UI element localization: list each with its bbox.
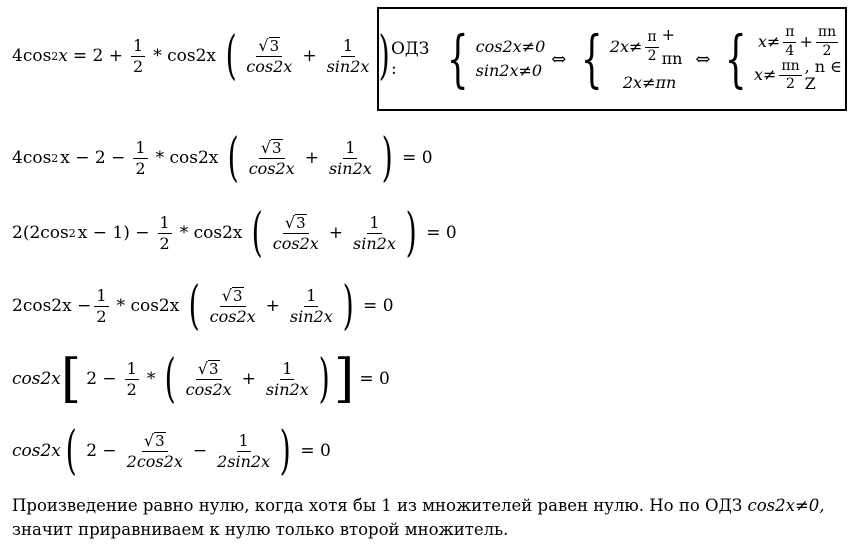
eq1-lparen: ( xyxy=(225,26,237,86)
explanation-text xyxy=(12,494,862,542)
odz-box xyxy=(377,7,847,111)
odz-label: ОДЗ : xyxy=(391,39,430,79)
eq3-half: $\frac{1}{2}$ xyxy=(159,212,170,253)
eq2-frac-1: √ 3 cos2x xyxy=(248,137,295,178)
odz-system-1: cos2x≠0 sin2x≠0 xyxy=(475,37,546,80)
equation-5: cos2x [ 2 − $\frac{1}{2}$ * ( √ 3 cos2x + $\frac{1}{\sin 2x}$ ) ] = 0 xyxy=(12,349,390,409)
eq6-frac-2: $\frac{1}{2\sin 2x}$ xyxy=(217,430,271,471)
eq3-frac-1: √ 3 cos2x xyxy=(272,212,319,253)
eq4-frac-1: √ 3 cos2x xyxy=(209,285,256,326)
eq1-rparen: ) xyxy=(378,26,391,86)
eq2-rhs: = 0 xyxy=(402,148,433,168)
odz-arrow-2: ⇔ xyxy=(695,48,711,70)
odz-brace-2: { xyxy=(581,22,603,95)
eq5-lbracket: [ xyxy=(60,349,82,409)
eq5-rhs: = 0 xyxy=(359,369,390,389)
eq1-sup: 2 xyxy=(51,49,59,63)
eq1-frac-2: $\frac{1}{\sin 2x}$ xyxy=(326,35,370,76)
eq4-rhs: = 0 xyxy=(363,296,394,316)
equation-3: 2(2cos 2 x − 1) − $\frac{1}{2}$ * cos2x ( √ 3 cos2x + $\frac{1}{\sin 2x}$ ) = 0 xyxy=(12,203,457,263)
eq2-frac-2: $\frac{1}{\sin 2x}$ xyxy=(328,137,372,178)
odz-brace-3: { xyxy=(725,22,748,95)
eq5-half: $\frac{1}{2}$ xyxy=(126,358,137,399)
eq6-lhs: cos2x xyxy=(12,441,61,461)
eq5-frac-1: √ 3 cos2x xyxy=(185,358,232,399)
odz-system-2: 2x≠ $\frac{\pi}{2}$ + πn 2x≠πn xyxy=(609,25,683,92)
equation-2: 4cos 2 x − 2 − $\frac{1}{2}$ * cos2x ( √ 3 cos2x + $\frac{1}{\sin 2x}$ ) = 0 xyxy=(12,128,433,188)
eq1-lhs: 4cos xyxy=(12,46,52,66)
eq1-var: x xyxy=(58,46,68,66)
eq2-half: $\frac{1}{2}$ xyxy=(135,137,146,178)
eq5-rbracket: ] xyxy=(334,349,355,409)
odz-brace-1: { xyxy=(447,22,469,95)
eq1-equals: = 2 + xyxy=(72,46,124,66)
eq1-plus: + xyxy=(302,46,317,66)
equation-1 xyxy=(12,26,395,86)
odz-system-3: x≠ $\frac{\pi}{4}$ + $\frac{\pi n}{2}$ x≠ $\frac{\pi n}{2}$ , n ∈ Z xyxy=(753,24,842,93)
eq1-mul: * cos2x xyxy=(153,46,216,66)
explanation-line-1: Произведение равно нулю, когда хотя бы 1 из множителей равен нулю. Но по ОДЗ cos2x≠0, xyxy=(12,496,825,515)
eq5-frac-2: $\frac{1}{\sin 2x}$ xyxy=(265,358,309,399)
eq4-frac-2: $\frac{1}{\sin 2x}$ xyxy=(289,285,333,326)
eq4-half: $\frac{1}{2}$ xyxy=(96,285,107,326)
eq4-lhs: 2cos2x − xyxy=(12,296,92,316)
eq3-var: x − 1) − xyxy=(77,223,150,243)
explanation-line-2: значит приравниваем к нулю только второй множитель. xyxy=(12,520,509,539)
eq1-half: $\frac{1}{2}$ xyxy=(133,35,144,76)
eq3-frac-2: $\frac{1}{\sin 2x}$ xyxy=(353,212,396,253)
eq5-lhs: cos2x xyxy=(12,369,61,389)
equation-6: cos2x ( 2 − √ 3 2cos2x − $\frac{1}{2\sin 2x}$ ) = 0 xyxy=(12,421,331,481)
eq6-rhs: = 0 xyxy=(300,441,331,461)
eq1-frac-1: √ 3 cos2x xyxy=(246,35,293,76)
odz-arrow-1: ⇔ xyxy=(551,48,567,70)
eq3-rhs: = 0 xyxy=(426,223,457,243)
equation-4: 2cos2x − $\frac{1}{2}$ * cos2x ( √ 3 cos2x + $\frac{1}{\sin 2x}$ ) = 0 xyxy=(12,276,394,336)
eq6-frac-1: √ 3 2cos2x xyxy=(126,430,183,471)
eq2-var: x − 2 − xyxy=(60,148,126,168)
